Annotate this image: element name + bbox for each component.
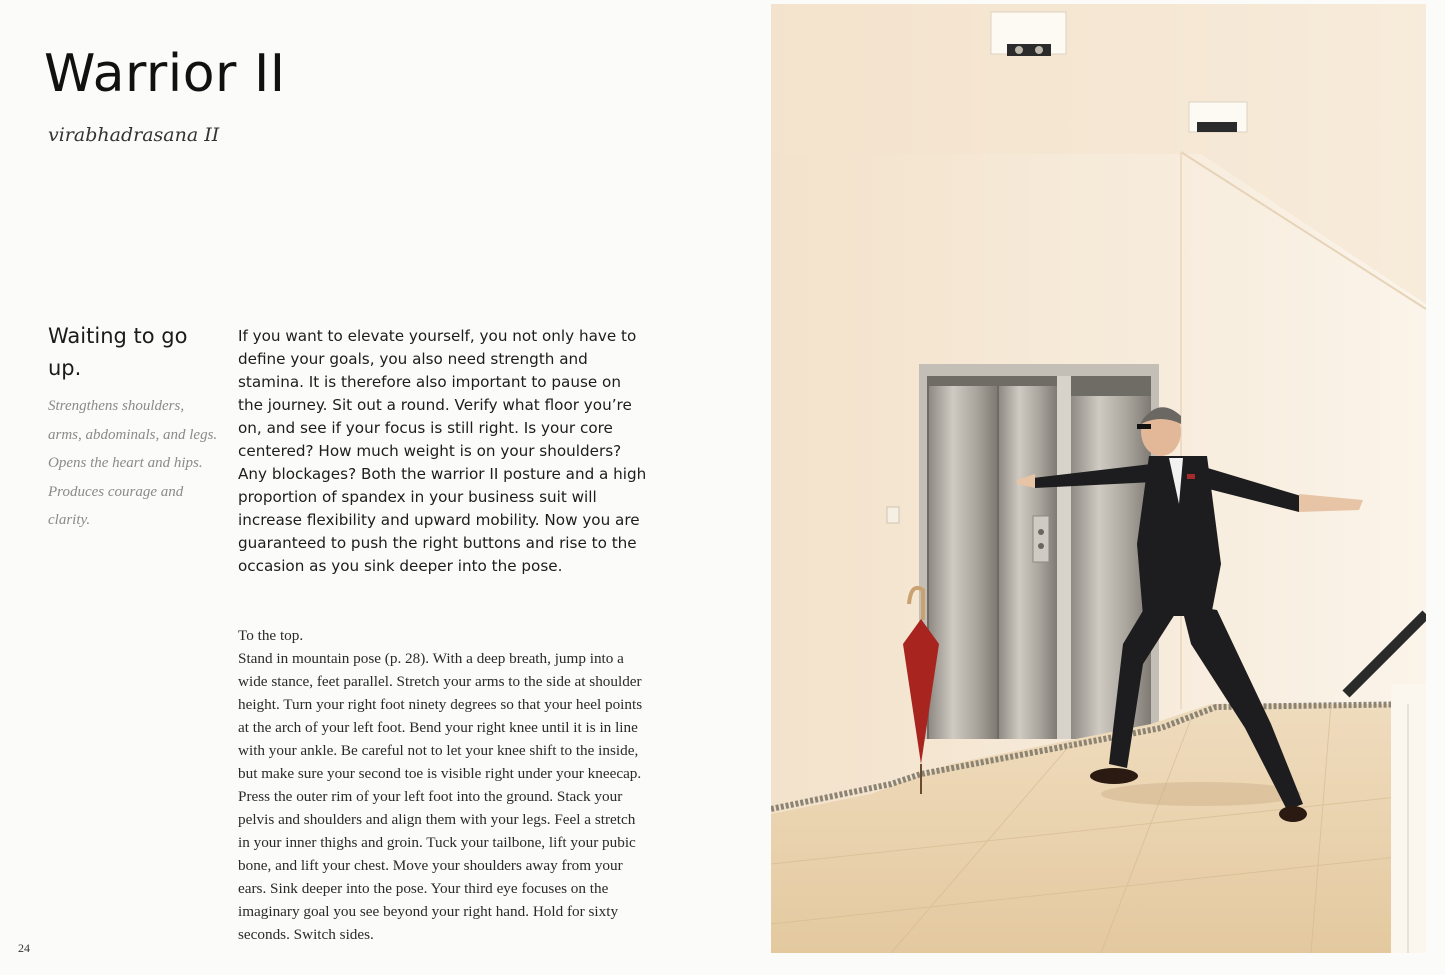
ceiling-light	[1189, 102, 1247, 132]
pose-benefits-note: Strengthens shoulders, arms, abdominals, and legs. Opens the heart and hips. Produces courage and clarity.	[48, 398, 218, 528]
pose-sanskrit-name: virabhadrasana II	[48, 124, 220, 146]
intro-paragraph: If you want to elevate yourself, you not only have to define your goals, you also need strength and stamina. It is therefore also important to pause on the journey. Sit out a round. Verify what floor you’re on, and see if your focus is still right. Is your core centered? How much weight is on your shoulders? Any blockages? Both the warrior II posture and a high proportion of spandex in your business suit will increase flexibility and upward mobility. Now you are guaranteed to push the right buttons and rise to the occasion as you sink deeper into the pose.	[238, 327, 647, 575]
instructions-heading: To the top.	[238, 627, 304, 644]
pose-title: Warrior II	[44, 44, 286, 104]
light-switch	[887, 507, 899, 523]
ceiling-light	[991, 12, 1066, 56]
section-heading: Waiting to go up.	[48, 324, 188, 380]
elevator-call-panel	[1033, 516, 1049, 562]
page-number: 24	[18, 941, 30, 955]
instructions-paragraph: Stand in mountain pose (p. 28). With a deep breath, jump into a wide stance, feet parallel. Stretch your arms to the side at shoulder height. Turn your right foot ninety degrees so that your heel points at the arch of your left foot. Bend your right knee until it is in line with your ankle. Be careful not to let your knee shift to the inside, but make sure your second toe is visible right under your kneecap. Press the outer rim of your left foot into the ground. Stack your pelvis and shoulders and align them with your legs. Feel a stretch in your inner thighs and groin. Tuck your tailbone, lift your pubic bone, and lift your chest. Move your shoulders away from your ears. Sink deeper into the pose. Your third eye focuses on the imaginary goal you see beyond your right hand. Hold for sixty seconds. Switch sides.	[238, 650, 643, 943]
warrior-pose-photo	[771, 4, 1426, 953]
elevator-door	[929, 386, 997, 739]
